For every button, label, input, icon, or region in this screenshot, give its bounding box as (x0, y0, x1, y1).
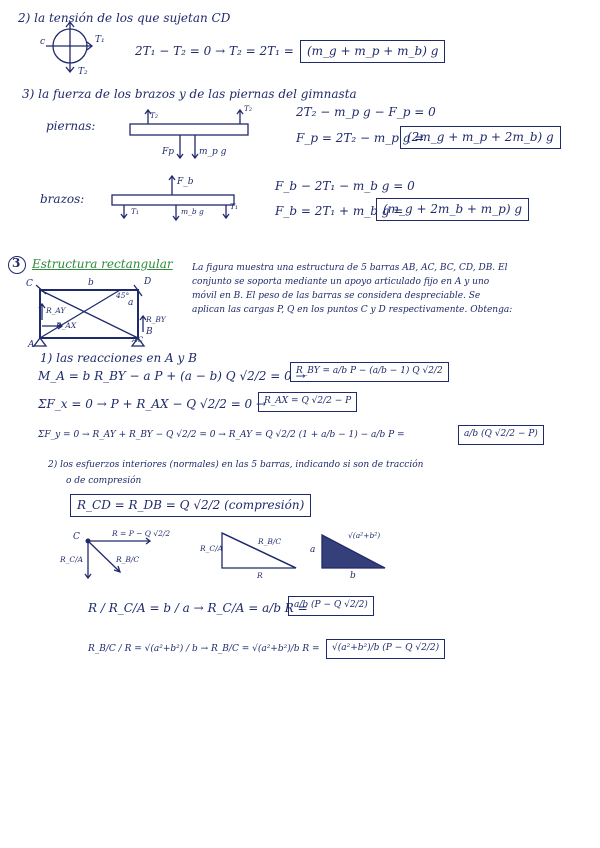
section-2-heading: 2) la tensión de los que sujetan CD (18, 11, 231, 25)
piernas-result-box: (2m_g + m_p + 2m_b) g (400, 126, 561, 149)
problem-description-line-4: aplican las cargas P, Q en los puntos C y D respectivamente. Obtenga: (192, 305, 513, 315)
piernas-t2-right-label: T₂ (244, 104, 253, 113)
esfuerzos-heading-line-2: o de compresión (66, 476, 142, 486)
frame-b-dimension-label: b (88, 278, 94, 288)
sum-fx-equation: ΣF_x = 0 → P + R_AX − Q √2/2 = 0 → (38, 397, 267, 411)
relation-1-equation: R / R_C/A = b / a → R_C/A = a/b R = (88, 601, 308, 615)
frame-c-label: C (26, 279, 33, 289)
brazos-label: brazos: (40, 192, 85, 206)
problem-title: Estructura rectangular (32, 257, 173, 271)
geometry-a-label: a (310, 545, 316, 555)
problem-description-line-1: La figura muestra una estructura de 5 barras AB, AC, BC, CD, DB. El (192, 263, 508, 273)
piernas-t2-left-label: T₂ (150, 111, 159, 120)
t1-label: T₁ (95, 35, 105, 45)
node-c-label: C (73, 532, 80, 542)
t2-label: T₂ (78, 67, 88, 77)
cd-circle-figure (46, 22, 92, 72)
frame-ac-label: AC (132, 335, 144, 344)
triangle-rbc-label: R_B/C (258, 537, 282, 546)
triangle-r-label: R (257, 571, 263, 580)
piernas-equation-1: 2T₂ − m_p g − F_p = 0 (296, 105, 436, 119)
brazos-equation-1: F_b − 2T₁ − m_b g = 0 (275, 179, 415, 193)
brazos-t1-left-label: T₁ (131, 207, 140, 216)
rby-result-box: R_BY = a/b P − (a/b − 1) Q √2/2 (290, 362, 449, 382)
tension-equation: 2T₁ − T₂ = 0 → T₂ = 2T₁ = (135, 44, 294, 58)
node-c-r-label: R = P − Q √2/2 (112, 529, 171, 538)
piernas-equation-2: F_p = 2T₂ − m_p g = (296, 131, 425, 145)
frame-rax-label: R_AX (56, 321, 77, 330)
rca-result-box: a/b (P − Q √2/2) (288, 596, 374, 616)
ray-result-box: a/b (Q √2/2 − P) (458, 425, 544, 445)
fp-label: Fp (162, 147, 175, 157)
brazos-result-box: (m_g + 2m_b + m_p) g (376, 198, 529, 221)
frame-ray-label: R_AY (46, 306, 66, 315)
triangle-rca-label: R_C/A (200, 544, 224, 553)
node-c-rbc-label: R_B/C (116, 555, 140, 564)
problem-description-line-2: conjunto se soporta mediante un apoyo articulado fijo en A y uno (192, 277, 490, 287)
piernas-label: piernas: (46, 119, 96, 133)
node-c-rca-label: R_C/A (60, 555, 84, 564)
frame-a-label: A (28, 340, 35, 350)
frame-rby-label: R_BY (146, 315, 166, 324)
sum-fy-equation: ΣF_y = 0 → R_AY + R_BY − Q √2/2 = 0 → R_AY = Q √2/2 (1 + a/b − 1) − a/b P = (38, 430, 405, 440)
problem-number: 3 (12, 256, 21, 270)
moment-equation: M_A = b R_BY − a P + (a − b) Q √2/2 = 0 → (38, 369, 306, 383)
problem-description-line-3: móvil en B. El peso de las barras se considera despreciable. Se (192, 291, 481, 301)
section-3-heading: 3) la fuerza de los brazos y de las piernas del gimnasta (22, 87, 357, 101)
fb-label: F_b (177, 177, 194, 187)
frame-angle-label: 45° (116, 291, 130, 300)
brazos-equation-2: F_b = 2T₁ + m_b g = (275, 204, 404, 218)
rbc-result-box: √(a²+b²)/b (P − Q √2/2) (326, 639, 445, 659)
mpg-label: m_p g (199, 147, 227, 157)
brazos-t1-right-label: T₁ (230, 202, 239, 211)
frame-a-dimension-label: a (128, 298, 134, 308)
rcd-rdb-result-box: R_CD = R_DB = Q √2/2 (compresión) (70, 494, 311, 517)
frame-b-label: B (146, 327, 153, 337)
reacciones-heading: 1) las reacciones en A y B (40, 351, 197, 365)
geometry-b-label: b (350, 571, 356, 581)
tension-result-box: (m_g + m_p + m_b) g (300, 40, 445, 63)
brazos-mbg-label: m_b g (181, 207, 204, 216)
relation-2-equation: R_B/C / R = √(a²+b²) / b → R_B/C = √(a²+b²)/b R = (88, 644, 320, 654)
esfuerzos-heading-line-1: 2) los esfuerzos interiores (normales) en las 5 barras, indicando si son de tracción (48, 460, 424, 470)
piernas-bar-figure (130, 110, 248, 158)
geometry-hyp-label: √(a²+b²) (348, 531, 381, 540)
frame-d-label: D (144, 277, 152, 287)
rax-result-box: R_AX = Q √2/2 − P (258, 392, 357, 412)
c-label: c (40, 37, 46, 47)
